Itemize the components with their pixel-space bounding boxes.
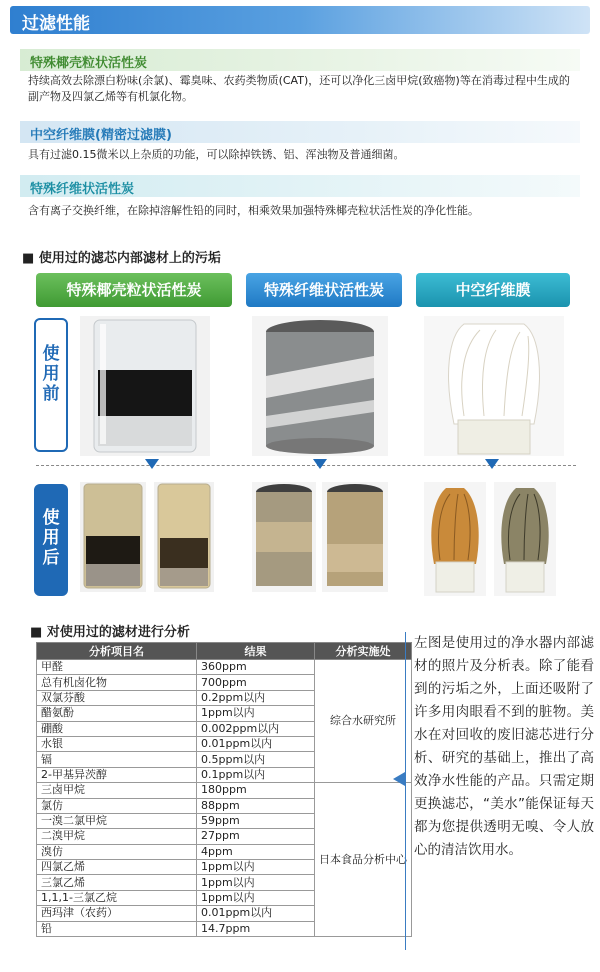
table-cell-result: 0.002ppm以内 bbox=[197, 721, 315, 736]
callout-pointer bbox=[393, 772, 405, 786]
after-hollow-fiber-photo-2 bbox=[494, 482, 556, 596]
material-tab-hollow-fiber: 中空纤维膜 bbox=[416, 273, 570, 307]
after-label bbox=[34, 484, 68, 596]
title-bar bbox=[10, 6, 590, 34]
table-row bbox=[37, 660, 412, 675]
table-cell-result: 1ppm以内 bbox=[197, 706, 315, 721]
table-cell-item: 四氯乙烯 bbox=[37, 860, 197, 875]
table-cell-result: 0.2ppm以内 bbox=[197, 690, 315, 705]
table-cell-item: 铅 bbox=[37, 921, 197, 936]
after-carbon-glass-photo-2 bbox=[154, 482, 214, 592]
table-cell-item: 甲醛 bbox=[37, 660, 197, 675]
table-cell-item: 三氯乙烯 bbox=[37, 875, 197, 890]
analysis-section-title: ■ 对使用过的滤材进行分析 bbox=[30, 625, 190, 640]
table-cell-item: 醋氨酚 bbox=[37, 706, 197, 721]
page-title: 过滤性能 bbox=[22, 14, 90, 34]
table-cell-item: 一溴二氯甲烷 bbox=[37, 813, 197, 828]
analysis-note: 左图是使用过的净水器内部滤材的照片及分析表。除了能看到的污垢之外，上面还吸附了许多用肉眼看不到的脏物。美水在对回收的废旧滤芯进行分析、研究的基础上，推出了高效净水性能的产品。只需定期更换滤芯，“美水”能保证每天都为您提供透明无嗅、令人放心的清洁饮用水。 bbox=[414, 635, 594, 858]
table-cell-result: 59ppm bbox=[197, 813, 315, 828]
table-cell-lab: 日本食品分析中心 bbox=[315, 783, 412, 937]
table-row bbox=[37, 783, 412, 798]
after-hollow-fiber-photo-1 bbox=[424, 482, 486, 596]
table-cell-result: 360ppm bbox=[197, 660, 315, 675]
table-cell-result: 700ppm bbox=[197, 675, 315, 690]
after-carbon-glass-photo-1 bbox=[80, 482, 146, 592]
table-cell-item: 双氯芬酸 bbox=[37, 690, 197, 705]
table-cell-result: 0.01ppm以内 bbox=[197, 736, 315, 751]
table-cell-result: 88ppm bbox=[197, 798, 315, 813]
table-cell-result: 4ppm bbox=[197, 844, 315, 859]
table-cell-item: 总有机卤化物 bbox=[37, 675, 197, 690]
table-cell-result: 0.5ppm以内 bbox=[197, 752, 315, 767]
callout-line bbox=[405, 632, 406, 950]
section-text-hollow-fiber: 具有过滤0.15微米以上杂质的功能，可以除掉铁锈、铝、浑浊物及普通细菌。 bbox=[28, 148, 405, 161]
before-carbon-glass-photo bbox=[80, 316, 210, 456]
table-cell-lab: 综合水研究所 bbox=[315, 660, 412, 783]
section-heading-fiber-carbon: 特殊纤维状活性炭 bbox=[20, 175, 580, 197]
table-cell-item: 硼酸 bbox=[37, 721, 197, 736]
after-fiber-carbon-photo-1 bbox=[252, 482, 316, 592]
before-label-text: 使用前 bbox=[42, 344, 60, 404]
table-cell-result: 0.1ppm以内 bbox=[197, 767, 315, 782]
table-cell-item: 溴仿 bbox=[37, 844, 197, 859]
analysis-title-text: 对使用过的滤材进行分析 bbox=[46, 625, 190, 640]
table-cell-item: 1,1,1-三氯乙烷 bbox=[37, 890, 197, 905]
table-cell-item: 氯仿 bbox=[37, 798, 197, 813]
material-tab-fiber-carbon: 特殊纤维状活性炭 bbox=[246, 273, 402, 307]
section-text-fiber-carbon: 含有离子交换纤维，在除掉溶解性铅的同时，相乘效果加强特殊椰壳粒状活性炭的净化性能。 bbox=[28, 204, 479, 217]
after-fiber-carbon-photo-2 bbox=[322, 482, 388, 592]
table-cell-result: 1ppm以内 bbox=[197, 875, 315, 890]
analysis-table bbox=[36, 642, 412, 937]
section-heading-coconut-carbon: 特殊椰壳粒状活性炭 bbox=[20, 49, 580, 71]
arrow-down-icon bbox=[145, 459, 159, 469]
table-header-item: 分析项目名 bbox=[37, 643, 197, 660]
before-label bbox=[34, 318, 68, 452]
before-hollow-fiber-photo bbox=[424, 316, 564, 456]
table-cell-result: 14.7ppm bbox=[197, 921, 315, 936]
after-label-text: 使用后 bbox=[42, 508, 60, 568]
table-cell-result: 0.01ppm以内 bbox=[197, 906, 315, 921]
table-cell-item: 西玛津（农药） bbox=[37, 906, 197, 921]
table-header-result: 结果 bbox=[197, 643, 315, 660]
table-cell-item: 三卤甲烷 bbox=[37, 783, 197, 798]
table-cell-result: 1ppm以内 bbox=[197, 890, 315, 905]
table-cell-item: 二溴甲烷 bbox=[37, 829, 197, 844]
arrow-down-icon bbox=[313, 459, 327, 469]
material-tab-coconut-carbon: 特殊椰壳粒状活性炭 bbox=[36, 273, 232, 307]
dirt-section-title: ■ 使用过的滤芯内部滤材上的污垢 bbox=[22, 251, 221, 266]
section-text-coconut-carbon: 持续高效去除漂白粉味(余氯)、霉臭味、农药类物质(CAT)，还可以净化三卤甲烷(致癌物)等在消毒过程中生成的副产物及四氯乙烯等有机氯化物。 bbox=[28, 74, 570, 103]
before-fiber-carbon-photo bbox=[252, 316, 388, 456]
table-cell-result: 1ppm以内 bbox=[197, 860, 315, 875]
section-heading-hollow-fiber: 中空纤维膜(精密过滤膜) bbox=[20, 121, 580, 143]
table-cell-result: 180ppm bbox=[197, 783, 315, 798]
table-header-lab: 分析实施处 bbox=[315, 643, 412, 660]
arrow-down-icon bbox=[485, 459, 499, 469]
table-cell-item: 2-甲基异茨醇 bbox=[37, 767, 197, 782]
table-header-row bbox=[37, 643, 412, 660]
table-cell-item: 水银 bbox=[37, 736, 197, 751]
table-cell-item: 镉 bbox=[37, 752, 197, 767]
table-cell-result: 27ppm bbox=[197, 829, 315, 844]
dirt-title-text: 使用过的滤芯内部滤材上的污垢 bbox=[38, 251, 221, 266]
